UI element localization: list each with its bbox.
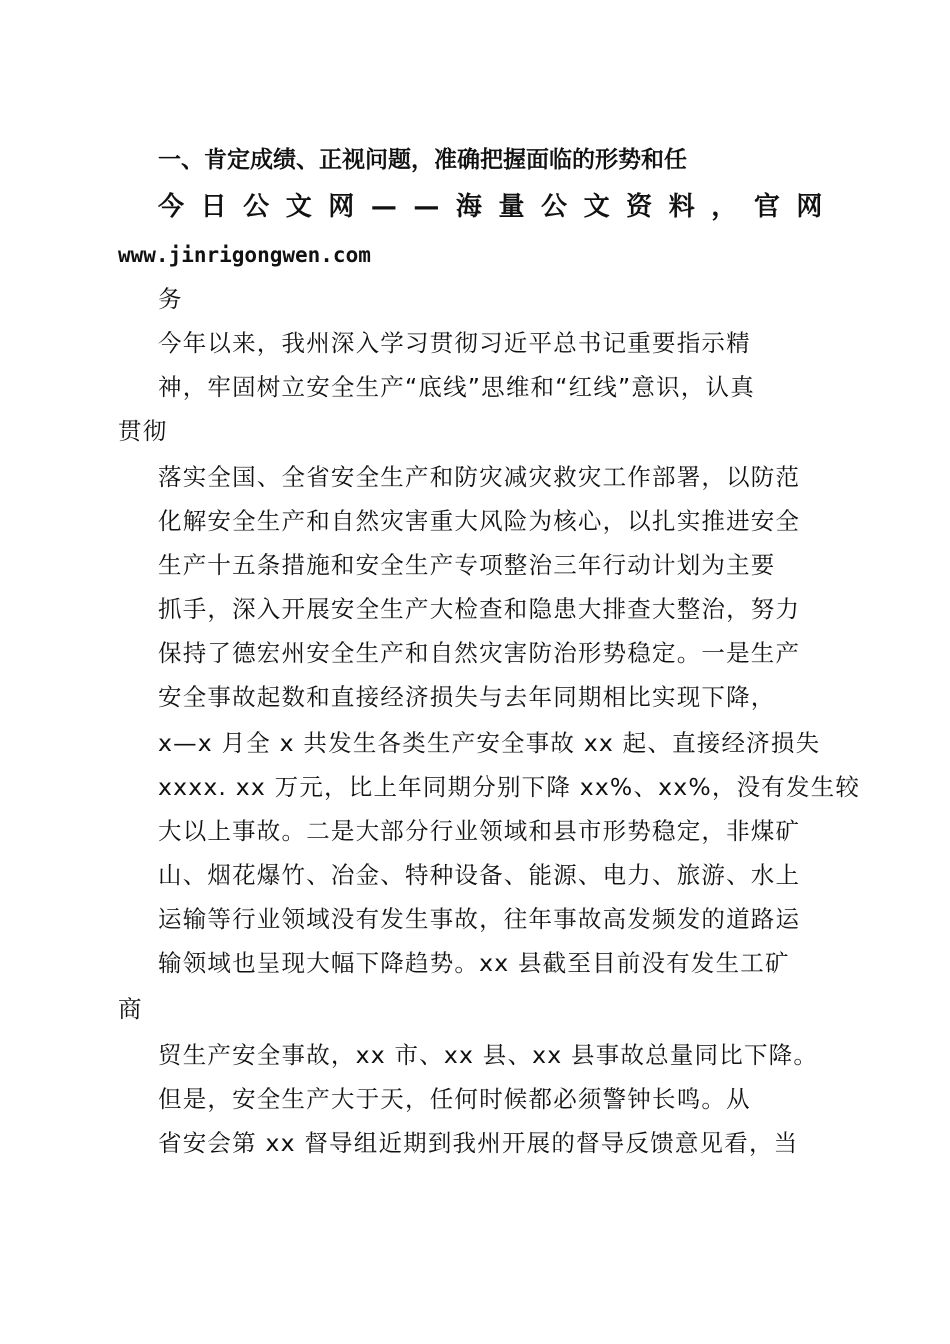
- paragraph-line: 今年以来，我州深入学习贯彻习近平总书记重要指示精: [158, 329, 751, 357]
- paragraph-line: 贯彻: [118, 417, 168, 445]
- paragraph-line: 山、烟花爆竹、冶金、特种设备、能源、电力、旅游、水上: [158, 861, 801, 889]
- paragraph-line: x—x 月全 x 共发生各类生产安全事故 xx 起、直接经济损失: [158, 729, 821, 757]
- banner-char: 日: [200, 192, 228, 222]
- banner-char: 料: [668, 192, 696, 222]
- paragraph-line: 抓手，深入开展安全生产大检查和隐患大排查大整治，努力: [158, 595, 801, 623]
- banner-char: 资: [626, 192, 653, 222]
- site-url: www.jinrigongwen.com: [118, 243, 371, 267]
- banner-char: 今: [158, 192, 185, 222]
- banner-char: 网: [796, 192, 823, 222]
- banner-char: 网: [328, 192, 355, 222]
- banner-char: 量: [498, 192, 525, 222]
- banner-char: —: [370, 192, 398, 222]
- banner-char: 公: [243, 192, 270, 222]
- paragraph-line: 安全事故起数和直接经济损失与去年同期相比实现下降，: [158, 683, 776, 711]
- paragraph-line: 落实全国、全省安全生产和防灾减灾救灾工作部署，以防范: [158, 463, 801, 491]
- banner-char: —: [413, 192, 440, 222]
- paragraph-line: 保持了德宏州安全生产和自然灾害防治形势稳定。一是生产: [158, 639, 801, 667]
- paragraph-line: 神，牢固树立安全生产“底线”思维和“红线”意识，认真: [158, 373, 755, 401]
- paragraph-line: 输领域也呈现大幅下降趋势。xx 县截至目前没有发生工矿: [158, 949, 790, 977]
- paragraph-line: 大以上事故。二是大部分行业领域和县市形势稳定，非煤矿: [158, 817, 801, 845]
- paragraph-line: 省安会第 xx 督导组近期到我州开展的督导反馈意见看，当: [158, 1129, 799, 1157]
- section-heading: 一、肯定成绩、正视问题，准确把握面临的形势和任: [158, 147, 687, 173]
- site-banner: [158, 192, 823, 222]
- paragraph-line: xxxx. xx 万元，比上年同期分别下降 xx%、xx%，没有发生较: [158, 773, 861, 801]
- banner-char: 文: [583, 192, 611, 222]
- banner-char: 文: [285, 192, 313, 222]
- paragraph-line: 贸生产安全事故，xx 市、xx 县、xx 县事故总量同比下降。: [158, 1041, 819, 1069]
- banner-char: 官: [753, 192, 781, 222]
- paragraph-line: 商: [118, 995, 143, 1023]
- paragraph-line: 运输等行业领域没有发生事故，往年事故高发频发的道路运: [158, 905, 801, 933]
- heading-continuation: 务: [158, 285, 183, 313]
- paragraph-line: 生产十五条措施和安全生产专项整治三年行动计划为主要: [158, 551, 776, 579]
- paragraph-line: 化解安全生产和自然灾害重大风险为核心，以扎实推进安全: [158, 507, 801, 535]
- paragraph-line: 但是，安全生产大于天，任何时候都必须警钟长鸣。从: [158, 1085, 751, 1113]
- banner-char: 公: [541, 192, 568, 222]
- banner-char: 海: [455, 192, 483, 222]
- banner-char: ，: [711, 192, 738, 222]
